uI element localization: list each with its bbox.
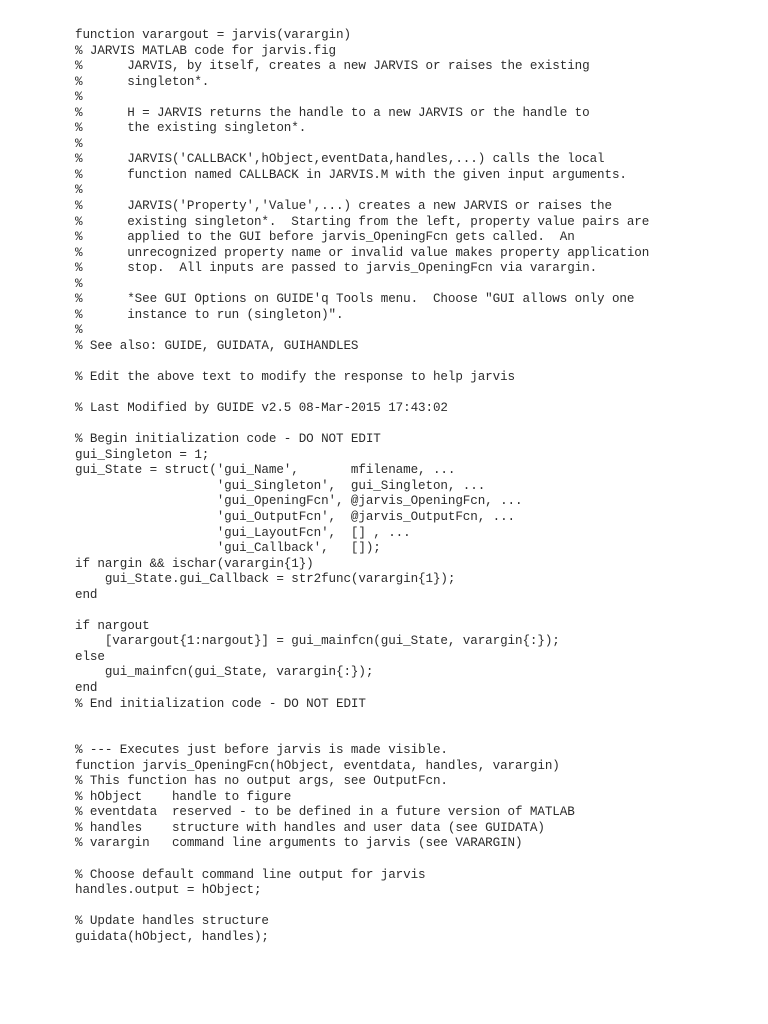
code-line: else xyxy=(75,649,105,664)
code-line: if nargin && ischar(varargin{1}) xyxy=(75,556,314,571)
code-line: end xyxy=(75,587,98,602)
code-line: % applied to the GUI before jarvis_OpeningFcn gets called. An xyxy=(75,230,575,245)
code-line xyxy=(75,417,748,433)
code-line: % xyxy=(75,90,83,105)
code-line xyxy=(75,603,748,619)
code-line: gui_State.gui_Callback = str2func(varargin{1}); xyxy=(75,572,456,587)
code-line: [varargout{1:nargout}] = gui_mainfcn(gui_State, varargin{:}); xyxy=(75,634,560,649)
code-line: % xyxy=(75,136,83,151)
code-line: guidata(hObject, handles); xyxy=(75,929,269,944)
code-line xyxy=(75,728,748,744)
code-line: 'gui_OutputFcn', @jarvis_OutputFcn, ... xyxy=(75,509,515,524)
code-line xyxy=(75,386,748,402)
code-line: % Choose default command line output for jarvis xyxy=(75,867,426,882)
code-line xyxy=(75,712,748,728)
code-line: % See also: GUIDE, GUIDATA, GUIHANDLES xyxy=(75,338,359,353)
code-line: gui_Singleton = 1; xyxy=(75,447,210,462)
code-line: % eventdata reserved - to be defined in a future version of MATLAB xyxy=(75,805,575,820)
code-line: % JARVIS MATLAB code for jarvis.fig xyxy=(75,43,337,58)
code-line: function jarvis_OpeningFcn(hObject, eventdata, handles, varargin) xyxy=(75,758,560,773)
code-line: % unrecognized property name or invalid value makes property application xyxy=(75,245,650,260)
code-line: % *See GUI Options on GUIDE'q Tools menu. Choose "GUI allows only one xyxy=(75,292,635,307)
code-line: function varargout = jarvis(varargin) xyxy=(75,28,351,42)
code-line: 'gui_LayoutFcn', [] , ... xyxy=(75,525,411,540)
code-line: % xyxy=(75,276,83,291)
code-line xyxy=(75,852,748,868)
code-line: % JARVIS('Property','Value',...) creates a new JARVIS or raises the xyxy=(75,199,612,214)
code-line: % singleton*. xyxy=(75,74,210,89)
code-line: % xyxy=(75,323,83,338)
code-line: % End initialization code - DO NOT EDIT xyxy=(75,696,366,711)
code-line: % xyxy=(75,183,83,198)
code-line: % Last Modified by GUIDE v2.5 08-Mar-2015 17:43:02 xyxy=(75,401,448,416)
code-line: if nargout xyxy=(75,618,150,633)
code-line: handles.output = hObject; xyxy=(75,883,262,898)
code-line: % --- Executes just before jarvis is made visible. xyxy=(75,743,448,758)
code-line: gui_State = struct('gui_Name', mfilename, ... xyxy=(75,463,456,478)
code-listing xyxy=(75,28,748,945)
code-line: % JARVIS, by itself, creates a new JARVIS or raises the existing xyxy=(75,59,590,74)
code-line: % This function has no output args, see OutputFcn. xyxy=(75,774,448,789)
code-line: % Begin initialization code - DO NOT EDIT xyxy=(75,432,381,447)
code-line: % function named CALLBACK in JARVIS.M with the given input arguments. xyxy=(75,167,627,182)
code-line xyxy=(75,354,748,370)
code-line: % varargin command line arguments to jarvis (see VARARGIN) xyxy=(75,836,523,851)
code-line: % existing singleton*. Starting from the left, property value pairs are xyxy=(75,214,650,229)
code-line: % hObject handle to figure xyxy=(75,789,292,804)
code-line: % stop. All inputs are passed to jarvis_OpeningFcn via varargin. xyxy=(75,261,598,276)
code-line: % JARVIS('CALLBACK',hObject,eventData,handles,...) calls the local xyxy=(75,152,605,167)
code-line: % Edit the above text to modify the response to help jarvis xyxy=(75,370,515,385)
code-line: gui_mainfcn(gui_State, varargin{:}); xyxy=(75,665,374,680)
code-line: % H = JARVIS returns the handle to a new JARVIS or the handle to xyxy=(75,105,590,120)
code-line: end xyxy=(75,680,98,695)
code-line: % the existing singleton*. xyxy=(75,121,307,136)
code-line: % Update handles structure xyxy=(75,914,269,929)
code-line: 'gui_OpeningFcn', @jarvis_OpeningFcn, ... xyxy=(75,494,523,509)
code-line: % handles structure with handles and user data (see GUIDATA) xyxy=(75,820,545,835)
code-line: 'gui_Callback', []); xyxy=(75,541,381,556)
code-line: % instance to run (singleton)". xyxy=(75,307,344,322)
code-line: 'gui_Singleton', gui_Singleton, ... xyxy=(75,478,486,493)
code-line xyxy=(75,899,748,915)
